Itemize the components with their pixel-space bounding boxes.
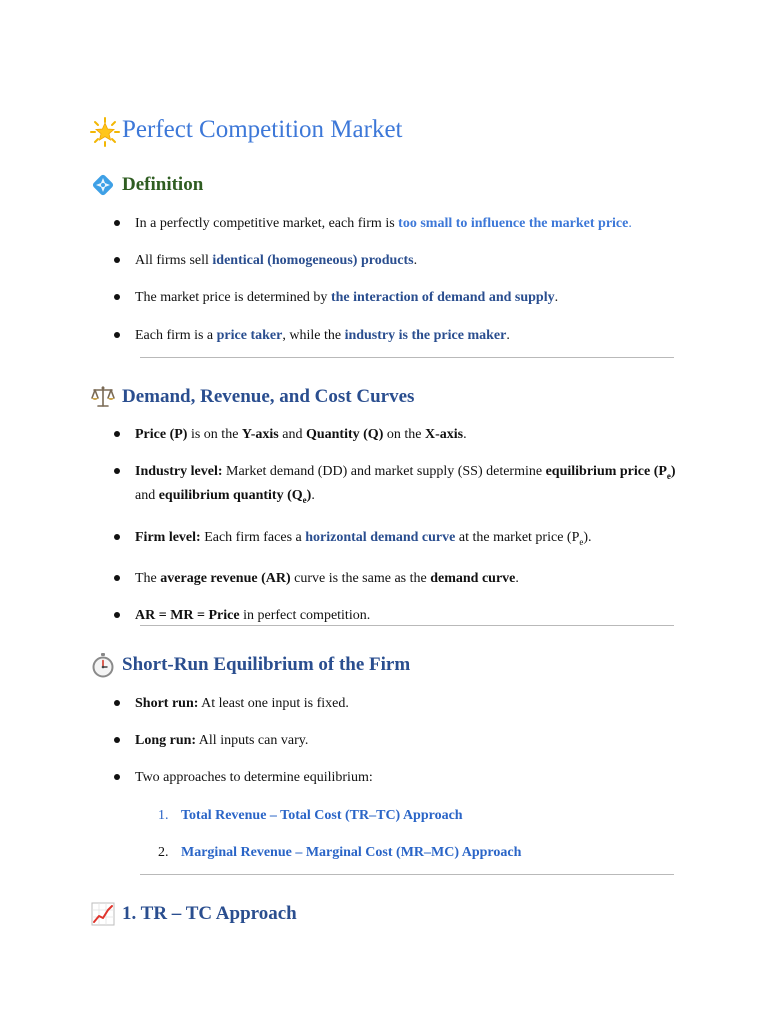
approaches-list bbox=[158, 806, 658, 862]
glowing-star-icon bbox=[90, 117, 116, 143]
chart-increasing-icon bbox=[90, 901, 116, 927]
curves-list bbox=[114, 425, 684, 625]
list-item: 1. Total Revenue – Total Cost (TR–TC) Approach bbox=[158, 808, 463, 823]
list-item: Each firm is a price taker, while the industry is the price maker. bbox=[114, 326, 684, 345]
divider bbox=[140, 357, 674, 358]
list-item: The market price is determined by the interaction of demand and supply. bbox=[114, 288, 684, 307]
list-item: Firm level: Each firm faces a horizontal demand curve at the market price $(P_e)$. bbox=[114, 528, 684, 552]
balance-scale-icon bbox=[90, 384, 116, 410]
list-item: All firms sell identical (homogeneous) products. bbox=[114, 251, 684, 270]
stopwatch-icon bbox=[90, 652, 116, 678]
trtc-heading-text: 1. TR – TC Approach bbox=[122, 903, 297, 924]
list-item: Price (P) is on the Y-axis and Quantity (Q) on the X-axis. bbox=[114, 425, 684, 444]
list-item: The average revenue (AR) curve is the same as the demand curve. bbox=[114, 569, 684, 588]
definition-list bbox=[114, 214, 684, 345]
list-item: 2. Marginal Revenue – Marginal Cost (MR–MC) Approach bbox=[158, 845, 522, 860]
definition-heading bbox=[90, 172, 203, 198]
list-item: Industry level: Market demand (DD) and market supply (SS) determine equilibrium price $(P_e)$ and equilibrium quantity $(Q_e)$. bbox=[114, 462, 684, 510]
approach-link[interactable]: Total Revenue – Total Cost (TR–TC) Approach bbox=[181, 808, 463, 823]
curves-heading-text: Demand, Revenue, and Cost Curves bbox=[122, 386, 415, 407]
definition-heading-text: Definition bbox=[122, 174, 204, 195]
diamond-icon bbox=[90, 172, 116, 198]
list-item: In a perfectly competitive market, each firm is too small to influence the market price. bbox=[114, 214, 684, 233]
title-text: Perfect Competition Market bbox=[122, 116, 403, 143]
approach-link[interactable]: Marginal Revenue – Marginal Cost (MR–MC) Approach bbox=[181, 845, 522, 860]
list-item: AR = MR = Price in perfect competition. bbox=[114, 606, 684, 625]
list-item: Long run: All inputs can vary. bbox=[114, 731, 684, 750]
shortrun-heading-text: Short-Run Equilibrium of the Firm bbox=[122, 654, 411, 675]
shortrun-list bbox=[114, 694, 684, 787]
list-item: Short run: At least one input is fixed. bbox=[114, 694, 684, 713]
divider bbox=[140, 874, 674, 875]
list-item: Two approaches to determine equilibrium: bbox=[114, 768, 684, 787]
trtc-heading bbox=[90, 901, 297, 927]
divider bbox=[140, 625, 674, 626]
shortrun-heading bbox=[90, 652, 410, 678]
curves-heading bbox=[90, 384, 414, 410]
page-title bbox=[90, 116, 402, 144]
